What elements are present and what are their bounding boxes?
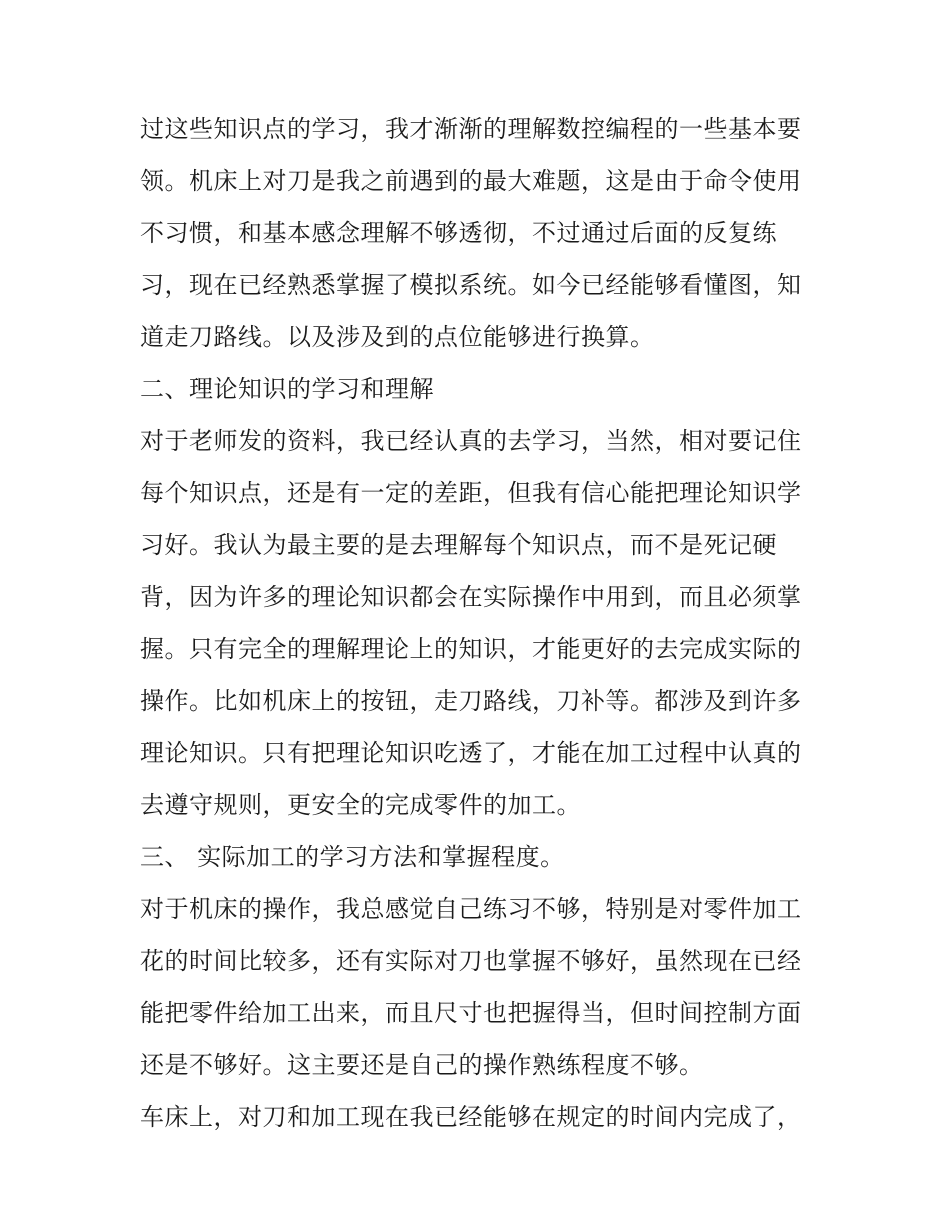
text-line: 还是不够好。这主要还是自己的操作熟练程度不够。 bbox=[140, 1051, 704, 1079]
section-heading-3: 三、 实际加工的学习方法和掌握程度。 bbox=[140, 843, 565, 871]
text-line: 习，现在已经熟悉掌握了模拟系统。如今已经能够看懂图，知 bbox=[140, 271, 802, 299]
section-heading-2: 二、理论知识的学习和理解 bbox=[140, 375, 434, 403]
text-line: 理论知识。只有把理论知识吃透了，才能在加工过程中认真的 bbox=[140, 739, 802, 767]
text-line: 操作。比如机床上的按钮，走刀路线，刀补等。都涉及到许多 bbox=[140, 687, 802, 715]
text-line: 领。机床上对刀是我之前遇到的最大难题，这是由于命令使用 bbox=[140, 167, 802, 195]
text-line: 对于老师发的资料，我已经认真的去学习，当然，相对要记住 bbox=[140, 427, 802, 455]
text-line: 握。只有完全的理解理论上的知识，才能更好的去完成实际的 bbox=[140, 635, 802, 663]
text-line: 过这些知识点的学习，我才渐渐的理解数控编程的一些基本要 bbox=[140, 115, 802, 143]
text-line: 花的时间比较多，还有实际对刀也掌握不够好，虽然现在已经 bbox=[140, 947, 802, 975]
text-line: 车床上，对刀和加工现在我已经能够在规定的时间内完成了， bbox=[140, 1103, 802, 1131]
text-line: 背，因为许多的理论知识都会在实际操作中用到，而且必须掌 bbox=[140, 583, 802, 611]
text-line: 习好。我认为最主要的是去理解每个知识点，而不是死记硬 bbox=[140, 531, 777, 559]
text-line: 去遵守规则，更安全的完成零件的加工。 bbox=[140, 791, 581, 819]
text-line: 能把零件给加工出来，而且尺寸也把握得当，但时间控制方面 bbox=[140, 999, 802, 1027]
text-line: 每个知识点，还是有一定的差距，但我有信心能把理论知识学 bbox=[140, 479, 802, 507]
text-line: 对于机床的操作，我总感觉自己练习不够，特别是对零件加工 bbox=[140, 895, 802, 923]
text-line: 道走刀路线。以及涉及到的点位能够进行换算。 bbox=[140, 323, 655, 351]
text-line: 不习惯，和基本感念理解不够透彻，不过通过后面的反复练 bbox=[140, 219, 777, 247]
